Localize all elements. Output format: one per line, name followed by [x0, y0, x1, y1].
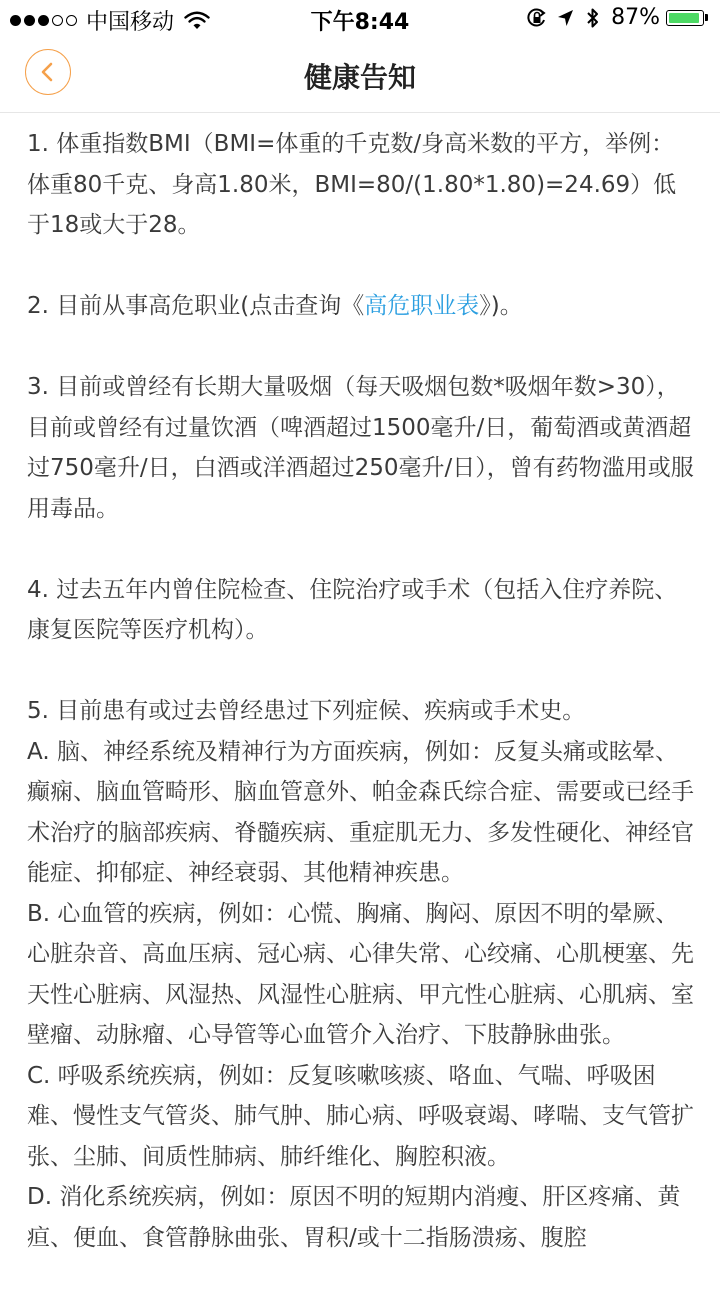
occupation-text-prefix: 2. 目前从事高危职业(点击查询《 — [27, 293, 365, 319]
rotation-lock-icon — [527, 7, 547, 29]
bluetooth-icon — [583, 7, 603, 29]
battery-percentage: 87% — [611, 5, 660, 30]
notice-item-medical-history — [27, 691, 695, 1258]
health-notice-content — [27, 124, 695, 1299]
notice-item-bmi — [27, 124, 695, 246]
notice-item-text: 4. 过去五年内曾住院检查、住院治疗或手术（包括入住疗养院、康复医院等医疗机构）。 — [27, 576, 678, 643]
medical-history-neuro: A. 脑、神经系统及精神行为方面疾病，例如：反复头痛或眩晕、癫痫、脑血管畸形、脑血管意外、帕金森氏综合症、需要或已经手术治疗的脑部疾病、脊髓疾病、重症肌无力、多发性硬化、神经官能症、抑郁症、神经衰弱、其他精神疾患。 — [27, 738, 694, 886]
notice-item-hospitalization — [27, 570, 695, 651]
notice-item-occupation — [27, 286, 695, 327]
medical-history-heading: 5. 目前患有或过去曾经患过下列症候、疾病或手术史。 — [27, 698, 586, 724]
notice-item-text — [27, 286, 695, 327]
battery-icon — [666, 10, 704, 26]
occupation-text-suffix: 》)。 — [479, 293, 523, 319]
medical-history-digestive: D. 消化系统疾病，例如：原因不明的短期内消瘦、肝区疼痛、黄疸、便血、食管静脉曲张、胃积/或十二指肠溃疡、腹腔 — [27, 1184, 681, 1251]
medical-history-respiratory: C. 呼吸系统疾病，例如：反复咳嗽咳痰、咯血、气喘、呼吸困难、慢性支气管炎、肺气肿、肺心病、呼吸衰竭、哮喘、支气管扩张、尘肺、间质性肺病、肺纤维化、胸腔积液。 — [27, 1062, 694, 1170]
notice-item-text: 1. 体重指数BMI（BMI=体重的千克数/身高米数的平方，举例：体重80千克、身高1.80米，BMI=80/(1.80*1.80)=24.69）低于18或大于28。 — [27, 131, 677, 238]
status-bar — [0, 0, 720, 36]
medical-history-cardio: B. 心血管的疾病，例如：心慌、胸痛、胸闷、原因不明的晕厥、心脏杂音、高血压病、冠心病、心律失常、心绞痛、心肌梗塞、先天性心脏病、风湿热、风湿性心脏病、甲亢性心脏病、心肌病、室壁瘤、动脉瘤、心导管等心血管介入治疗、下肢静脉曲张。 — [27, 900, 694, 1048]
notice-item-text: 3. 目前或曾经有长期大量吸烟（每天吸烟包数*吸烟年数>30），目前或曾经有过量饮酒（啤酒超过1500毫升/日，葡萄酒或黄酒超过750毫升/日，白酒或洋酒超过250毫升/日），曾有药物滥用或服用毒品。 — [27, 374, 694, 522]
notice-item-smoking-drinking — [27, 367, 695, 529]
carrier-name: 中国移动 — [86, 10, 175, 35]
status-right — [527, 5, 708, 30]
status-time: 下午8:44 — [310, 10, 410, 35]
navigation-bar — [0, 36, 720, 113]
location-arrow-icon — [555, 7, 575, 29]
high-risk-occupation-link[interactable]: 高危职业表 — [364, 293, 480, 319]
page-title: 健康告知 — [303, 61, 416, 94]
